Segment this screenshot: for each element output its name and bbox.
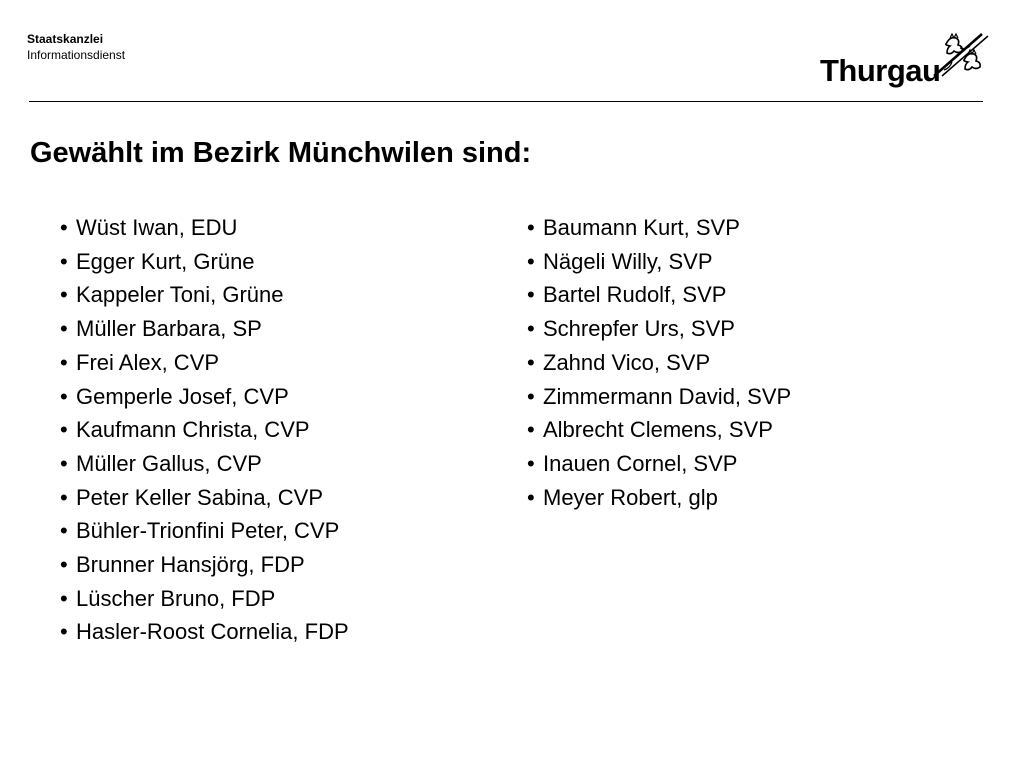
bullet-icon: • [527, 248, 535, 274]
candidate-name: Peter Keller Sabina, CVP [76, 484, 324, 510]
candidate-name: Lüscher Bruno, FDP [76, 585, 276, 611]
header-divider [29, 101, 983, 102]
list-item [60, 548, 349, 582]
bullet-icon: • [527, 282, 535, 308]
candidate-name: Inauen Cornel, SVP [543, 450, 738, 476]
page-title: Gewählt im Bezirk Münchwilen sind: [30, 137, 532, 169]
list-item [527, 481, 791, 515]
list-item [527, 312, 791, 346]
list-item [60, 278, 349, 312]
list-item [60, 514, 349, 548]
list-item [60, 211, 349, 245]
candidate-name: Bartel Rudolf, SVP [543, 282, 727, 308]
thurgau-logo [820, 30, 990, 90]
bullet-icon: • [527, 484, 535, 510]
elected-list-left [60, 211, 349, 649]
candidate-name: Albrecht Clemens, SVP [543, 417, 773, 443]
candidate-name: Frei Alex, CVP [76, 349, 220, 375]
bullet-icon: • [527, 417, 535, 443]
list-item [527, 211, 791, 245]
bullet-icon: • [527, 383, 535, 409]
bullet-icon: • [527, 349, 535, 375]
logo-text: Thurgau [820, 53, 941, 88]
bullet-icon: • [60, 349, 68, 375]
bullet-icon: • [60, 383, 68, 409]
list-item [527, 413, 791, 447]
bullet-icon: • [60, 248, 68, 274]
bullet-icon: • [60, 450, 68, 476]
candidate-name: Nägeli Willy, SVP [543, 248, 713, 274]
candidate-name: Brunner Hansjörg, FDP [76, 552, 305, 578]
list-item [527, 447, 791, 481]
elected-list-right [527, 211, 791, 514]
bullet-icon: • [60, 316, 68, 342]
candidate-name: Bühler-Trionfini Peter, CVP [76, 518, 340, 544]
list-item [60, 312, 349, 346]
bullet-icon: • [60, 215, 68, 240]
org-subtitle: Informationsdienst [27, 48, 126, 62]
thurgau-lions-emblem-icon [930, 30, 990, 78]
bullet-icon: • [60, 282, 68, 308]
candidate-name: Gemperle Josef, CVP [76, 383, 289, 409]
candidate-name: Zahnd Vico, SVP [543, 349, 711, 375]
list-item [527, 278, 791, 312]
list-item [60, 346, 349, 380]
candidate-name: Müller Gallus, CVP [76, 450, 262, 476]
candidate-name: Kaufmann Christa, CVP [76, 417, 310, 443]
list-item [60, 380, 349, 414]
candidate-name: Kappeler Toni, Grüne [76, 282, 284, 308]
bullet-icon: • [60, 585, 68, 611]
org-name: Staatskanzlei [27, 32, 104, 46]
candidate-name: Schrepfer Urs, SVP [543, 316, 735, 342]
bullet-icon: • [60, 518, 68, 544]
candidate-name: Zimmermann David, SVP [543, 383, 792, 409]
candidate-name: Hasler-Roost Cornelia, FDP [76, 619, 349, 645]
bullet-icon: • [60, 552, 68, 578]
list-item [527, 380, 791, 414]
bullet-icon: • [60, 619, 68, 645]
candidate-name: Wüst Iwan, EDU [76, 215, 238, 240]
list-item [60, 481, 349, 515]
candidate-name: Baumann Kurt, SVP [543, 215, 740, 240]
bullet-icon: • [527, 316, 535, 342]
header-org [27, 31, 125, 63]
list-item [527, 346, 791, 380]
bullet-icon: • [60, 484, 68, 510]
bullet-icon: • [60, 417, 68, 443]
bullet-icon: • [527, 450, 535, 476]
list-item [527, 245, 791, 279]
candidate-name: Müller Barbara, SP [76, 316, 262, 342]
list-item [60, 245, 349, 279]
candidate-name: Meyer Robert, glp [543, 484, 718, 510]
bullet-icon: • [527, 215, 535, 240]
list-item [60, 447, 349, 481]
list-item [60, 582, 349, 616]
list-item [60, 615, 349, 649]
list-item [60, 413, 349, 447]
candidate-name: Egger Kurt, Grüne [76, 248, 255, 274]
